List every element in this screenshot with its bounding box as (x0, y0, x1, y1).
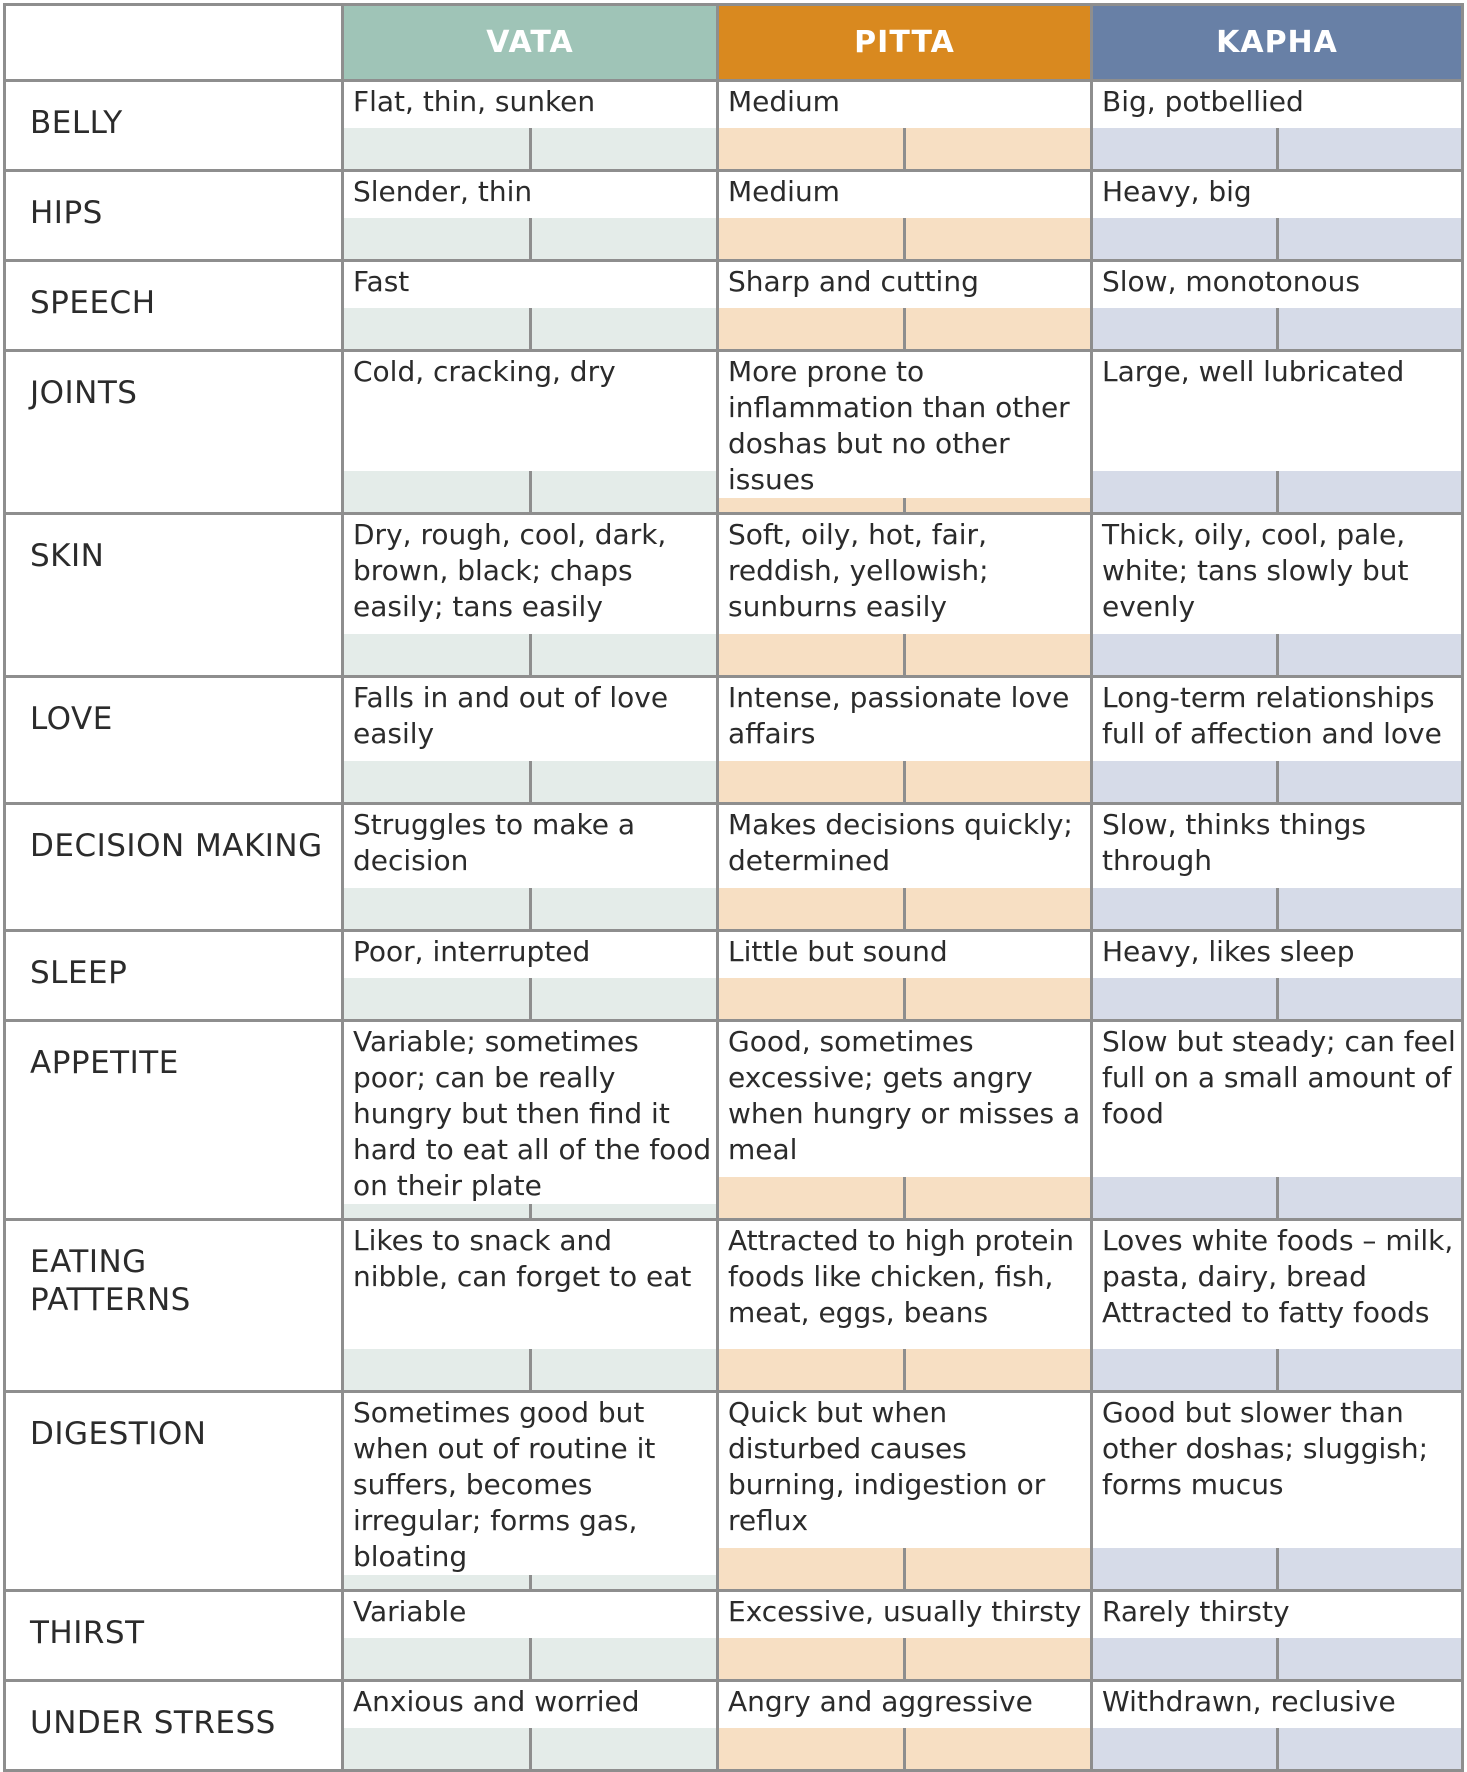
header-blank-cell (6, 6, 341, 82)
cell-pitta: Excessive, usually thirsty (716, 1592, 1090, 1682)
row-label-joints: JOINTS (6, 352, 341, 515)
score-box[interactable] (344, 1204, 716, 1218)
cell-kapha: Long-term relationships full of affection and love (1090, 678, 1461, 805)
row-label-skin: SKIN (6, 515, 341, 678)
cell-pitta: Intense, passionate love affairs (716, 678, 1090, 805)
cell-kapha: Big, potbellied (1090, 82, 1461, 172)
cell-vata: Variable; sometimes poor; can be really hungry but then find it hard to eat all of the food on their plate (341, 1022, 716, 1221)
cell-vata: Falls in and out of love easily (341, 678, 716, 805)
cell-pitta: Quick but when disturbed causes burning, indigestion or reflux (716, 1393, 1090, 1592)
cell-pitta: More prone to inflammation than other doshas but no other issues (716, 352, 1090, 515)
score-box[interactable] (1093, 308, 1461, 349)
row-label-hips: HIPS (6, 172, 341, 262)
cell-pitta: Medium (716, 82, 1090, 172)
score-box[interactable] (719, 761, 1090, 802)
cell-kapha: Loves white foods – milk, pasta, dairy, bread Attracted to fatty foods (1090, 1221, 1461, 1393)
row-label-belly: BELLY (6, 82, 341, 172)
cell-vata: Flat, thin, sunken (341, 82, 716, 172)
score-box[interactable] (719, 1177, 1090, 1218)
score-box[interactable] (344, 1575, 716, 1589)
cell-pitta: Sharp and cutting (716, 262, 1090, 352)
cell-pitta: Soft, oily, hot, fair, reddish, yellowish; sunburns easily (716, 515, 1090, 678)
cell-vata: Fast (341, 262, 716, 352)
score-box[interactable] (1093, 128, 1461, 169)
cell-kapha: Rarely thirsty (1090, 1592, 1461, 1682)
cell-kapha: Withdrawn, reclusive (1090, 1682, 1461, 1769)
score-box[interactable] (344, 218, 716, 259)
score-box[interactable] (344, 634, 716, 675)
score-box[interactable] (1093, 1349, 1461, 1390)
cell-kapha: Heavy, likes sleep (1090, 932, 1461, 1022)
score-box[interactable] (1093, 761, 1461, 802)
score-box[interactable] (719, 978, 1090, 1019)
score-box[interactable] (719, 308, 1090, 349)
row-label-sleep: SLEEP (6, 932, 341, 1022)
cell-pitta: Medium (716, 172, 1090, 262)
score-box[interactable] (719, 1548, 1090, 1589)
score-box[interactable] (344, 978, 716, 1019)
row-label-love: LOVE (6, 678, 341, 805)
score-box[interactable] (1093, 218, 1461, 259)
cell-vata: Struggles to make a decision (341, 805, 716, 932)
cell-vata: Likes to snack and nibble, can forget to eat (341, 1221, 716, 1393)
cell-pitta: Makes decisions quickly; determined (716, 805, 1090, 932)
row-label-decision-making: DECISION MAKING (6, 805, 341, 932)
row-label-speech: SPEECH (6, 262, 341, 352)
cell-vata: Anxious and worried (341, 1682, 716, 1769)
score-box[interactable] (719, 1728, 1090, 1769)
score-box[interactable] (1093, 634, 1461, 675)
score-box[interactable] (1093, 888, 1461, 929)
cell-pitta: Little but sound (716, 932, 1090, 1022)
cell-kapha: Slow, monotonous (1090, 262, 1461, 352)
cell-kapha: Slow, thinks things through (1090, 805, 1461, 932)
score-box[interactable] (719, 498, 1090, 512)
score-box[interactable] (1093, 1728, 1461, 1769)
cell-kapha: Thick, oily, cool, pale, white; tans slowly but evenly (1090, 515, 1461, 678)
score-box[interactable] (1093, 978, 1461, 1019)
header-kapha: KAPHA (1090, 6, 1461, 82)
score-box[interactable] (719, 218, 1090, 259)
score-box[interactable] (1093, 1177, 1461, 1218)
cell-vata: Poor, interrupted (341, 932, 716, 1022)
row-label-digestion: DIGESTION (6, 1393, 341, 1592)
cell-kapha: Heavy, big (1090, 172, 1461, 262)
cell-vata: Sometimes good but when out of routine it suffers, becomes irregular; forms gas, bloating (341, 1393, 716, 1592)
cell-vata: Variable (341, 1592, 716, 1682)
row-label-thirst: THIRST (6, 1592, 341, 1682)
header-vata: VATA (341, 6, 716, 82)
score-box[interactable] (344, 128, 716, 169)
dosha-table (3, 3, 1464, 1772)
score-box[interactable] (1093, 1548, 1461, 1589)
row-label-appetite: APPETITE (6, 1022, 341, 1221)
score-box[interactable] (344, 1728, 716, 1769)
score-box[interactable] (719, 1638, 1090, 1679)
score-box[interactable] (344, 761, 716, 802)
score-box[interactable] (344, 471, 716, 512)
score-box[interactable] (1093, 471, 1461, 512)
cell-vata: Cold, cracking, dry (341, 352, 716, 515)
cell-pitta: Angry and aggressive (716, 1682, 1090, 1769)
score-box[interactable] (719, 634, 1090, 675)
row-label-eating-patterns: EATING PATTERNS (6, 1221, 341, 1393)
score-box[interactable] (719, 128, 1090, 169)
cell-vata: Dry, rough, cool, dark, brown, black; chaps easily; tans easily (341, 515, 716, 678)
header-pitta: PITTA (716, 6, 1090, 82)
score-box[interactable] (719, 1349, 1090, 1390)
cell-kapha: Large, well lubricated (1090, 352, 1461, 515)
score-box[interactable] (344, 888, 716, 929)
row-label-under-stress: UNDER STRESS (30, 1705, 276, 1741)
score-box[interactable] (344, 1349, 716, 1390)
cell-kapha: Slow but steady; can feel full on a small amount of food (1090, 1022, 1461, 1221)
cell-pitta: Good, sometimes excessive; gets angry when hungry or misses a meal (716, 1022, 1090, 1221)
score-box[interactable] (1093, 1638, 1461, 1679)
score-box[interactable] (344, 308, 716, 349)
score-box[interactable] (719, 888, 1090, 929)
cell-vata: Slender, thin (341, 172, 716, 262)
cell-pitta: Attracted to high protein foods like chicken, fish, meat, eggs, beans (716, 1221, 1090, 1393)
score-box[interactable] (344, 1638, 716, 1679)
cell-kapha: Good but slower than other doshas; sluggish; forms mucus (1090, 1393, 1461, 1592)
